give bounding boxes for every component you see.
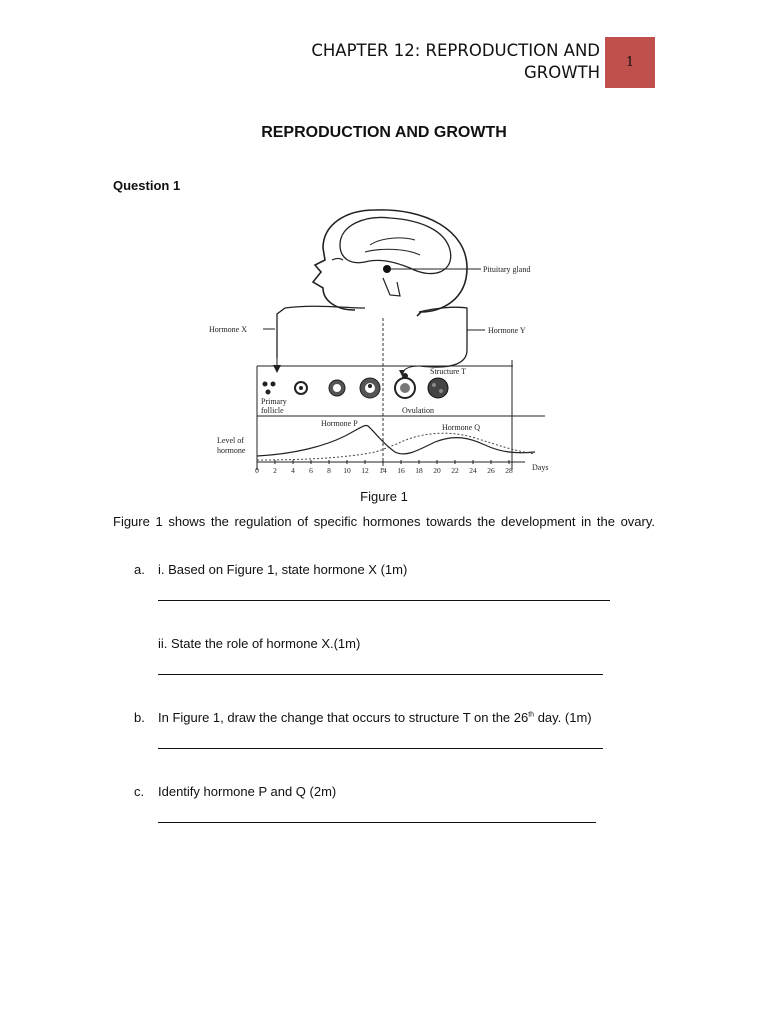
day-tick-label: 10 [343, 466, 351, 475]
day-tick-label: 20 [433, 466, 441, 475]
head-outline [313, 210, 467, 316]
primary-follicles [263, 382, 276, 395]
day-tick-label: 18 [415, 466, 423, 475]
question-a-marker: a. [134, 562, 145, 577]
brain-outline [340, 217, 451, 273]
day-tick-label: 8 [327, 466, 331, 475]
day-tick-label: 14 [379, 466, 387, 475]
question-b-text-after: day. (1m) [534, 710, 592, 725]
question-c-marker: c. [134, 784, 145, 799]
day-tick-label: 28 [505, 466, 513, 475]
pituitary-gland-dot [383, 265, 391, 273]
ovulation-label: Ovulation [402, 406, 434, 415]
page-title: REPRODUCTION AND GROWTH [261, 124, 507, 141]
question-b-marker: b. [134, 710, 145, 725]
day-tick-label: 12 [361, 466, 369, 475]
figure-1 [205, 200, 557, 482]
days-label: Days [532, 463, 549, 472]
day-tick-label: 6 [309, 466, 313, 475]
question-b-text: In Figure 1, draw the change that occurs to structure T on the 26 [158, 710, 529, 725]
day-tick-label: 26 [487, 466, 495, 475]
question-c: Identify hormone P and Q (2m) [158, 784, 337, 799]
chapter-header-line2: GROWTH [523, 63, 600, 82]
chapter-header-line1: CHAPTER 12: REPRODUCTION AND [311, 41, 600, 60]
figure-1-diagram [205, 200, 557, 482]
answer-line-a-i[interactable] [158, 600, 610, 601]
figure-caption: Figure 1 [360, 489, 408, 504]
day-tick-label: 16 [397, 466, 405, 475]
day-tick-label: 4 [291, 466, 295, 475]
hormone-q-label: Hormone Q [442, 423, 480, 432]
day-tick-label: 0 [255, 466, 259, 475]
chapter-header [260, 40, 600, 84]
answer-line-a-ii[interactable] [158, 674, 603, 675]
question-a-i: i. Based on Figure 1, state hormone X (1m) [158, 562, 408, 577]
question-b [158, 710, 592, 725]
question-b-sup: th [528, 711, 535, 719]
day-tick-label: 24 [469, 466, 477, 475]
question-a-ii: ii. State the role of hormone X.(1m) [158, 636, 361, 651]
pituitary-gland-label: Pituitary gland [483, 265, 531, 274]
page-number-badge [605, 37, 655, 88]
hormone-p-curve [257, 425, 535, 456]
hormone-q-curve [257, 433, 535, 460]
follicle-label: follicle [261, 406, 284, 415]
hormone-y-label: Hormone Y [488, 326, 526, 335]
page-number: 1 [625, 55, 635, 70]
structure-t-icon [428, 378, 448, 398]
structure-t-label: Structure T [430, 367, 467, 376]
hormone-p-label: Hormone P [321, 419, 358, 428]
answer-line-c[interactable] [158, 822, 596, 823]
level-of-label: Level of [217, 436, 244, 445]
hormone-x-label: Hormone X [209, 325, 247, 334]
primary-label: Primary [261, 397, 287, 406]
body-outline [277, 306, 365, 358]
day-tick-label: 2 [273, 466, 277, 475]
question-heading: Question 1 [113, 178, 181, 193]
answer-line-b[interactable] [158, 748, 603, 749]
day-tick-label: 22 [451, 466, 459, 475]
hormone-axis-label: hormone [217, 446, 246, 455]
intro-paragraph: Figure 1 shows the regulation of specific hormones towards the development in the ovary. [113, 514, 655, 529]
